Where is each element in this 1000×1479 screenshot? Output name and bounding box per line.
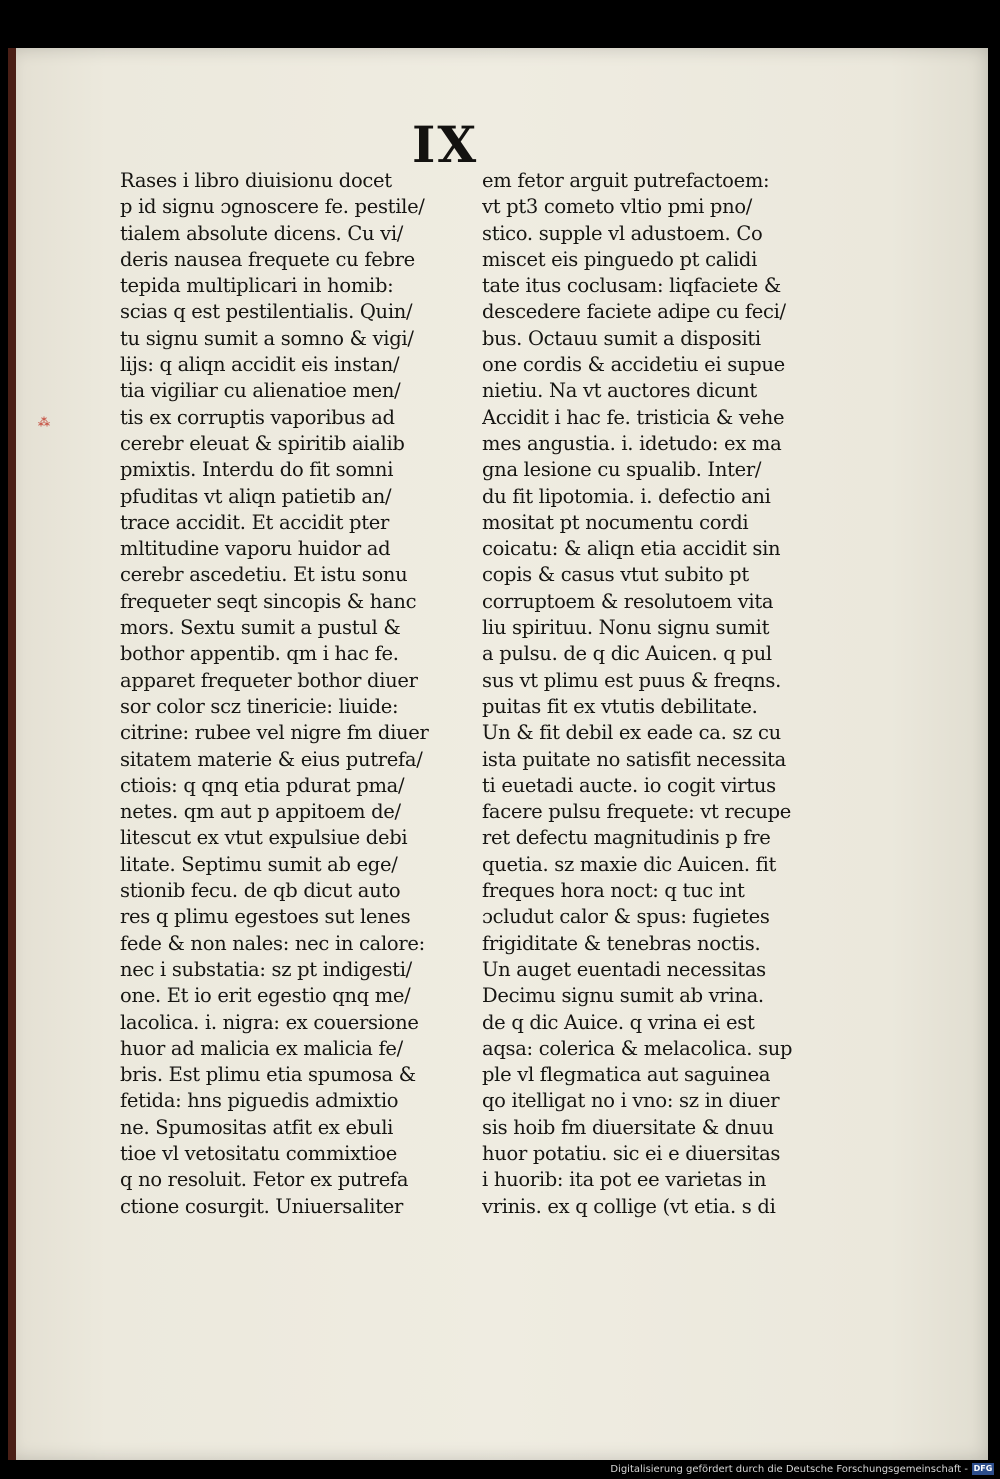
text-line: deris nausea frequete cu febre <box>120 247 415 271</box>
text-line: corruptoem & resolutoem vita <box>482 589 774 613</box>
text-line: liu spirituu. Nonu signu sumit <box>482 616 770 640</box>
text-line: qo itelligat no i vno: sz in diuer <box>482 1089 780 1113</box>
text-line: cerebr ascedetiu. Et istu sonu <box>120 563 408 587</box>
text-line: pfuditas vt aliqn patietib an/ <box>120 484 392 508</box>
text-line: ne. Spumositas atfit ex ebuli <box>120 1115 394 1139</box>
text-line: Decimu signu sumit ab vrina. <box>482 984 764 1008</box>
text-line: em fetor arguit putrefactoem: <box>482 169 770 192</box>
text-line: sor color scz tinericie: liuide: <box>120 694 399 718</box>
text-line: mes angustia. i. idetudo: ex ma <box>482 431 782 455</box>
text-line: nec i substatia: sz pt indigesti/ <box>120 957 412 981</box>
text-line: fetida: hns piguedis admixtio <box>120 1089 399 1113</box>
text-line: facere pulsu frequete: vt recupe <box>482 800 792 824</box>
text-line: res q plimu egestoes sut lenes <box>120 905 411 929</box>
text-line: sus vt plimu est puus & freqns. <box>482 668 781 692</box>
text-line: litate. Septimu sumit ab ege/ <box>120 852 398 876</box>
text-line: scias q est pestilentialis. Quin/ <box>120 300 413 324</box>
text-line: tu signu sumit a somno & vigi/ <box>120 326 414 350</box>
text-line: miscet eis pinguedo pt calidi <box>482 247 758 271</box>
text-line: sis hoib fm diuersitate & dnuu <box>482 1115 774 1139</box>
text-line: bus. Octauu sumit a dispositi <box>482 326 761 350</box>
folio-number: IX <box>412 115 479 174</box>
text-line: tioe vl vetositatu commixtioe <box>120 1141 397 1165</box>
text-line: tate itus coclusam: liqfaciete & <box>482 274 781 298</box>
text-line: litescut ex vtut expulsiue debi <box>120 826 408 850</box>
text-line: nietiu. Na vt auctores dicunt <box>482 379 757 403</box>
text-line: bris. Est plimu etia spumosa & <box>120 1063 416 1087</box>
text-line: coicatu: & aliqn etia accidit sin <box>482 537 781 561</box>
text-line: tis ex corruptis vaporibus ad <box>120 405 395 429</box>
text-line: apparet frequeter bothor diuer <box>120 668 418 692</box>
text-line: vrinis. ex q collige (vt etia. s di <box>482 1194 776 1218</box>
text-line: i huorib: ita pot ee varietas in <box>482 1168 767 1192</box>
text-line: one. Et io erit egestio qnq me/ <box>120 984 411 1008</box>
text-line: sitatem materie & eius putrefa/ <box>120 747 423 771</box>
text-line: puitas fit ex vtutis debilitate. <box>482 694 758 718</box>
text-line: mors. Sextu sumit a pustul & <box>120 616 401 640</box>
text-column-left <box>120 168 470 1220</box>
text-line: copis & casus vtut subito pt <box>482 563 749 587</box>
text-line: mositat pt nocumentu cordi <box>482 510 749 534</box>
text-line: tialem absolute dicens. Cu vi/ <box>120 221 404 245</box>
text-line: lijs: q aliqn accidit eis instan/ <box>120 353 400 377</box>
text-line: aqsa: colerica & melacolica. sup <box>482 1036 793 1060</box>
text-line: trace accidit. Et accidit pter <box>120 510 390 534</box>
text-line: frequeter seqt sincopis & hanc <box>120 589 417 613</box>
text-line: Accidit i hac fe. tristicia & vehe <box>482 405 785 429</box>
digitization-credit: Digitalisierung gefördert durch die Deutsche Forschungsgemeinschaft - <box>610 1464 968 1475</box>
text-line: tia vigiliar cu alienatioe men/ <box>120 379 401 403</box>
text-line: ctiois: q qnq etia pdurat pma/ <box>120 773 405 797</box>
text-line: ti euetadi aucte. io cogit virtus <box>482 773 776 797</box>
text-line: pmixtis. Interdu do fit somni <box>120 458 394 482</box>
text-line: huor ad malicia ex malicia fe/ <box>120 1036 403 1060</box>
book-page <box>8 48 988 1460</box>
text-line: Rases i libro diuisionu docet <box>120 169 392 192</box>
text-line: fede & non nales: nec in calore: <box>120 931 425 955</box>
text-line: citrine: rubee vel nigre fm diuer <box>120 721 429 745</box>
text-line: ple vl flegmatica aut saguinea <box>482 1063 771 1087</box>
text-line: netes. qm aut p appitoem de/ <box>120 800 401 824</box>
text-line: ret defectu magnitudinis p fre <box>482 826 771 850</box>
text-line: du fit lipotomia. i. defectio ani <box>482 484 771 508</box>
text-line: mltitudine vaporu huidor ad <box>120 537 391 561</box>
text-line: ɔcludut calor & spus: fugietes <box>482 905 770 929</box>
text-line: a pulsu. de q dic Auicen. q pul <box>482 642 772 666</box>
text-line: ctione cosurgit. Uniuersaliter <box>120 1194 403 1218</box>
text-column-right <box>482 168 832 1220</box>
text-line: gna lesione cu spualib. Inter/ <box>482 458 762 482</box>
text-line: lacolica. i. nigra: ex couersione <box>120 1010 419 1034</box>
text-line: ista puitate no satisfit necessita <box>482 747 786 771</box>
dfg-logo: DFG <box>973 1464 993 1473</box>
text-line: descedere faciete adipe cu feci/ <box>482 300 786 324</box>
red-ink-mark: ⁂ <box>38 415 50 429</box>
text-line: tepida multiplicari in homib: <box>120 274 394 298</box>
text-line: frigiditate & tenebras noctis. <box>482 931 761 955</box>
text-line: stico. supple vl adustoem. Co <box>482 221 763 245</box>
text-line: vt pt3 cometo vltio pmi pno/ <box>482 195 753 219</box>
text-line: freques hora noct: q tuc int <box>482 879 745 903</box>
page-spine-edge <box>8 48 16 1460</box>
text-line: de q dic Auice. q vrina ei est <box>482 1010 755 1034</box>
text-line: p id signu ɔgnoscere fe. pestile/ <box>120 195 425 219</box>
text-line: huor potatiu. sic ei e diuersitas <box>482 1141 781 1165</box>
text-line: Un & fit debil ex eade ca. sz cu <box>482 721 781 745</box>
text-line: stionib fecu. de qb dicut auto <box>120 879 401 903</box>
text-line: Un auget euentadi necessitas <box>482 957 766 981</box>
text-line: quetia. sz maxie dic Auicen. fit <box>482 852 777 876</box>
text-line: bothor appentib. qm i hac fe. <box>120 642 399 666</box>
text-line: q no resoluit. Fetor ex putrefa <box>120 1168 409 1192</box>
text-line: one cordis & accidetiu ei supue <box>482 353 785 377</box>
text-line: cerebr eleuat & spiritib aialib <box>120 431 405 455</box>
